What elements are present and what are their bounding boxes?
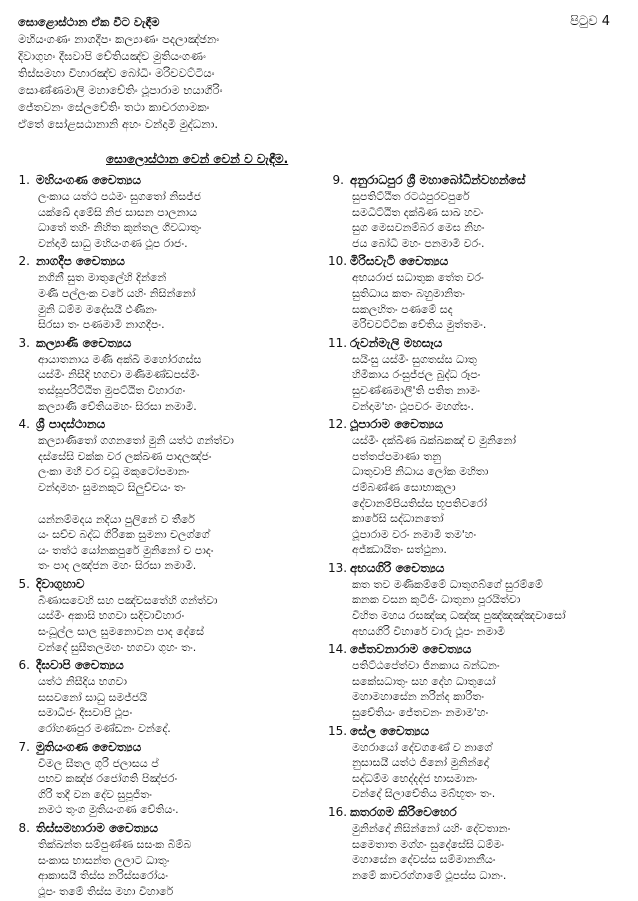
- stanza-heading: [328, 641, 628, 658]
- stanza-heading: [14, 253, 314, 270]
- verse-line: සුචේතියං ජේතවනං නමාම'හං: [352, 706, 489, 720]
- verse-line: කත තව මණිකම්මේ ධාතුගබ්ගේ සුරම්මේ: [352, 577, 543, 591]
- verse-line: අභයගිරි විහාරේ වාරු ථූපං නමාමි: [352, 624, 505, 638]
- stanza-number: 16.: [328, 805, 348, 819]
- stanza-name: කල්‍යාණි චෛත්‍යය: [36, 335, 132, 350]
- verse-line: සුවණ්ණමාලී'ති පතිත නාමං: [352, 383, 480, 397]
- stanza-heading: [328, 804, 628, 821]
- stanza-number: 13.: [328, 560, 348, 575]
- verse-block: [14, 270, 314, 332]
- stanza-name: දිවාගුහාව: [36, 576, 85, 591]
- verse-line: මණි පල්ලංක වරේ යහිං නිසින්නෝ: [38, 286, 196, 300]
- verse-line: විමල සීතල ගුරි ජලාසය ප්: [38, 756, 159, 770]
- verse-line: ථූපං තමේ තිස්ස මහා විහාරේ: [38, 884, 174, 898]
- verse-line: යන්නම්මදය නදියා පුලිනේ ව තීරේ: [38, 512, 195, 526]
- verse-line: සමෙතාත මග්ගං සුදේසේසි ධම්මං: [352, 837, 505, 851]
- page-number: පිටුව 4: [570, 14, 610, 29]
- verse-line: මහරායෝ දේවගණේ ව නාගේ: [352, 740, 493, 754]
- stanza-number: 6.: [18, 658, 30, 673]
- stanza-heading: [328, 335, 628, 352]
- verse-line: ධාතේ තහිං නිහිත කුන්තල ගීවධාතුං: [38, 221, 202, 235]
- stanza-heading: [328, 723, 628, 740]
- stanza-heading: [14, 172, 314, 189]
- verse-line: නමථ තුංග මුතියංගණ චේතියං.: [38, 803, 179, 817]
- stanza: [14, 739, 314, 818]
- verse-line: සංකාස භාසන්ත ලලාට ධාතුං: [38, 853, 170, 867]
- verse-line: ජය බෝධි මහං පනමාමි වරං.: [352, 236, 485, 250]
- intro-line: ඒතේ සෝළසඨානානි අහං වන්දාමි මුද්ධනා.: [18, 117, 219, 131]
- verse-line: අජ්ඣායිතං සත්ථුනා.: [352, 543, 447, 557]
- verse-line: හිමිකාය රංසුජ්ජල බුද්ධ රූපං: [352, 368, 481, 382]
- verse-line: සමධිට්ඨිත දක්ඛිණ සාඛ හවං: [352, 205, 484, 219]
- verse-line: සමාධිජං දීඝවාපි ථූපං: [38, 706, 133, 720]
- verse-line: සුග මෙසවනම්බර මෙඝ නිහං: [352, 221, 485, 235]
- verse-line: කල්‍යාණිතෝ ගගනතෝ මුනි යත්ථ ගන්ත්වා: [38, 434, 234, 448]
- verse-line: නුසාසයී යත්ථ ජිනෝ මුනින්දෝ: [352, 756, 489, 770]
- stanza-number: 11.: [328, 335, 348, 350]
- stanza-number: 9.: [332, 173, 344, 187]
- verse-line: සසවනෝ සාධු සමජ්ජයි: [38, 690, 148, 704]
- stanza-name: ශ්‍රී පාදස්ථානය: [36, 417, 106, 432]
- verse-line: මහාමහාසේන නරින්ද කාරිතං: [352, 690, 485, 704]
- stanza-name: ථූපාරාම චෛත්‍යය: [350, 417, 444, 432]
- intro-line: තිස්සමහා විහාරඤ්ච බෝධිං මරිචවට්ටියං: [18, 66, 215, 80]
- verse-line: දස්සේසි චක්ක වර ලක්ඛණ පාදලඤ්ජං: [38, 449, 212, 463]
- verse-line: තික්ඛන්ත සම්පුණ්ණ සසංක බිම්බ: [38, 838, 192, 851]
- verse-line: වන්දාමහං සුමනකූට සිලුච්චයං තං: [38, 480, 186, 494]
- stanza: [14, 335, 314, 414]
- verse-line: අභයරාජ සධාතුක තේත වරං: [352, 271, 484, 285]
- verse-line: ථූපාරාම වරං නමාමි තම'හං: [352, 527, 477, 541]
- stanza-name: අනුරාධපුර ශ්‍රී මහාබෝධින්වහන්සේ: [350, 173, 526, 187]
- verse-block: [14, 593, 314, 655]
- verse-block: [328, 740, 628, 802]
- intro-line: සොණ්ණමාලි මහාචේතිං ථූපාරාම භයාගිරිං: [18, 83, 223, 97]
- verse-line: පභව කඤ්ඡ රජෝගති පිඤ්ජරං: [38, 772, 178, 786]
- verse-block: [14, 433, 314, 495]
- verse-line: සද්ධම්ම භෙද්දද්ජ භාසමානං: [352, 771, 478, 785]
- verse-block: [14, 837, 314, 899]
- verse-line: පතිට්ඨපේත්වා ජිනකාය බන්ධනං: [352, 659, 500, 673]
- verse-line: යස්මිං අකාසි භගවා සදිවාවිහාරං: [38, 609, 185, 623]
- stanza-number: 14.: [328, 642, 348, 657]
- intro-title: සොළොස්ථාන ඒක වීට වැඳීම: [18, 15, 160, 29]
- stanza-number: 15.: [328, 723, 348, 738]
- stanza-gap: [14, 498, 314, 512]
- stanza-number: 3.: [18, 335, 30, 350]
- verse-line: බිණාසවෙහි සහ පඤ්චසතේහි ගන්ත්වා: [38, 593, 218, 607]
- verse-line: නගිනී සුත මාතුලේහි දින්නේ: [38, 271, 167, 285]
- verse-block: [14, 756, 314, 818]
- stanza-number: 10.: [328, 254, 348, 269]
- verse-line: වන්දේ සුසීතලමහං භගවා ගුහං තං.: [38, 640, 197, 654]
- intro-line: මහියංගණං නාගදීපං කල්‍යාණං පදලාඤ්ඡනං: [18, 32, 220, 46]
- verse-line: නමේ කාචරග්ගාමේ ථූපස්ස ධානං.: [352, 868, 507, 882]
- stanza: [328, 804, 628, 883]
- verse-line: කාරේසි සද්ධානතෝ: [352, 512, 444, 526]
- stanza-heading: [328, 416, 628, 433]
- stanza-heading: [14, 416, 314, 433]
- verse-line: සිරසා තං පණමාමි නාගදීපං.: [38, 318, 165, 332]
- stanza-name: කතරගම කිරිවෙහෙර: [350, 805, 457, 819]
- stanza-name: අභයගිරි චෛත්‍යය: [350, 560, 445, 575]
- verse-line: යං තත්ථ යෝනකපුරේ මුනිනෝ ච පාදං: [38, 543, 214, 557]
- stanza-heading: [14, 820, 314, 837]
- verse-line: වන්දේ සිලාචේතිය මබ්භූතං තං.: [352, 787, 496, 801]
- verse-block: [328, 577, 628, 639]
- verse-line: සයිංසු යස්මිං සුගතස්ස ධාතු: [352, 352, 477, 366]
- stanza: [14, 416, 314, 495]
- stanza: [328, 253, 628, 332]
- verse-block: [328, 270, 628, 332]
- stanza: [328, 172, 628, 251]
- verse-line: සංධූල්ල සාල සුමනොවන පාද දේසේ: [38, 625, 204, 639]
- stanza-number: 5.: [18, 576, 30, 591]
- stanza: [14, 576, 314, 655]
- verse-line: කල්‍යාණි චේතියමහං සිරසා නමාමි.: [38, 399, 197, 413]
- stanza-name: මිරිසවැටි චෛත්‍යය: [350, 254, 449, 269]
- left-column: [14, 172, 314, 901]
- verse-line: සුතිධාය කතං බහුමානිතං: [352, 286, 465, 300]
- stanza-name: ජේතවනාරාම චෛත්‍යය: [350, 642, 472, 657]
- verse-block: [14, 512, 314, 574]
- verse-line: යක්ඛේ දමේසි නිජ සාසන පාලනාය: [38, 205, 198, 219]
- stanza-name: නාගදීප චෛත්‍යය: [36, 254, 125, 269]
- stanza-name: මුතියංගණ චෛත්‍යය: [36, 739, 142, 754]
- stanza-heading: [14, 739, 314, 756]
- intro-block: [18, 14, 438, 133]
- verse-line: ලංකා මහී වර වධූ මකුටෝපමානං: [38, 465, 190, 479]
- verse-block: [328, 433, 628, 558]
- stanza-heading: [328, 560, 628, 577]
- stanza: [14, 172, 314, 251]
- intro-line: දිවාගුහං දීඝවාපි චේතියඤ්ච මුතියංගණං: [18, 49, 206, 63]
- stanza-heading: [14, 657, 314, 674]
- verse-line: ආයාතනාය මණි අක්ඛි මහෝරගස්ස: [38, 352, 202, 366]
- verse-block: [14, 674, 314, 736]
- verse-line: සකලහිතං පණමේ සද: [352, 302, 453, 316]
- stanza: [14, 253, 314, 332]
- verse-line: සුපතිට්ඨිත රටඨපුරවපුරේ: [352, 190, 470, 203]
- verse-block: [328, 352, 628, 414]
- stanza-number: 1.: [18, 173, 30, 187]
- stanza-heading: [328, 172, 628, 189]
- stanza: [328, 723, 628, 802]
- verse-line: යත්ථ නිසීදිය භගවා: [38, 675, 127, 689]
- verse-block: [328, 821, 628, 883]
- verse-line: වන්දාම'හං ථූපවරං මහග්ඝං.: [352, 399, 474, 413]
- stanza-name: තිස්සමහාරාම චෛත්‍යය: [36, 821, 158, 835]
- verse-line: තස්සූපරිට්ඨිත මුපට්ඨිත විහාරගං: [38, 383, 186, 397]
- stanza: [14, 657, 314, 736]
- stanza: [328, 641, 628, 720]
- intro-line: ජේතවනං සේලචේතිං තථා කාචරගාමකං: [18, 100, 210, 114]
- verse-line: ජම්බණ්ණ සොභාකුලා: [352, 480, 456, 494]
- section-title: සොලොස්ථාන වෙන් වෙන් ව වැඳීම.: [106, 152, 289, 166]
- verse-line: ගිරි තදී වන දේව සුපූජිතං: [38, 787, 152, 801]
- verse-line: මරිචවට්ටික චේතිය මුත්තමං.: [352, 318, 487, 332]
- verse-line: ආකාසයී තිස්ස නරිස්සරෝයං: [38, 869, 169, 883]
- verse-block: [14, 189, 314, 251]
- stanza: [328, 560, 628, 639]
- verse-line: දේවානම්පියතිස්ස භූපතිවරෝ: [352, 496, 488, 510]
- stanza: [328, 335, 628, 414]
- stanza: [328, 416, 628, 558]
- stanza-number: 4.: [18, 417, 30, 432]
- stanza-name: දීඝවාපි චෛත්‍යය: [36, 658, 124, 673]
- stanza-name: රුවන්මැලි මහසෑය: [350, 335, 443, 350]
- verse-line: යං සච්ච බද්ධ ගිරිකෙ සුමනා චලග්ගේ: [38, 528, 210, 542]
- stanza-heading: [328, 253, 628, 270]
- verse-line: මුනි ධම්ම මදේසයී ඵණීනං: [38, 302, 157, 316]
- stanza-number: 2.: [18, 254, 30, 269]
- verse-line: වන්දාමි සාධු මහියංගණ ථූප රාජං.: [38, 236, 188, 250]
- stanza-heading: [14, 335, 314, 352]
- verse-line: යස්මිං දක්ඛිණ ඛක්ඛකඤ් ච මුනිනෝ: [352, 434, 516, 448]
- verse-block: [14, 352, 314, 414]
- verse-line: රෝහණපුර මණ්ඩනං වන්දේ.: [38, 722, 171, 736]
- verse-line: යස්මිං නිසීදි භගවා මණිමණ්ඩපස්මිං: [38, 368, 200, 382]
- stanza-name: සේල චෛත්‍යය: [350, 723, 430, 738]
- verse-line: තං පාද ලඤ්ජන මහං සිරසා නමාමි.: [38, 559, 197, 573]
- verse-line: කනක වසන කුටිජිං ධාතුනා පූරයිත්වා: [352, 593, 521, 607]
- verse-line: විහිත මහය රසඤ්ඤා ධඤ්ඤ පුඤ්ඤඤ්ඤවාසෝ: [352, 609, 566, 623]
- stanza: [14, 820, 314, 899]
- verse-line: සකේසධාතුං සහ දේහ ධාතුයෝ: [352, 674, 496, 688]
- stanza-name: මහියංගණ චෛත්‍යය: [36, 173, 141, 187]
- verse-block: [328, 658, 628, 720]
- stanza-number: 8.: [18, 821, 30, 835]
- stanza-number: 7.: [18, 739, 30, 754]
- stanza: [14, 498, 314, 574]
- verse-line: පත්තප්පමාණා තනු: [352, 449, 442, 463]
- right-column: [328, 172, 628, 885]
- verse-line: ලංකාය යත්ථ පඨමං සුගතෝ නිසජ්ජ: [38, 190, 202, 203]
- verse-line: ධාතුවාපි නිධාය ලෝක මහිතා: [352, 465, 489, 479]
- stanza-number: 12.: [328, 417, 348, 432]
- stanza-heading: [14, 576, 314, 593]
- verse-line: මහාසේන දේවස්ස සම්මානනීයං: [352, 853, 496, 867]
- verse-block: [328, 189, 628, 251]
- verse-line: මුනින්දෝ නිසින්නෝ යහිං දේවතානං: [352, 822, 511, 835]
